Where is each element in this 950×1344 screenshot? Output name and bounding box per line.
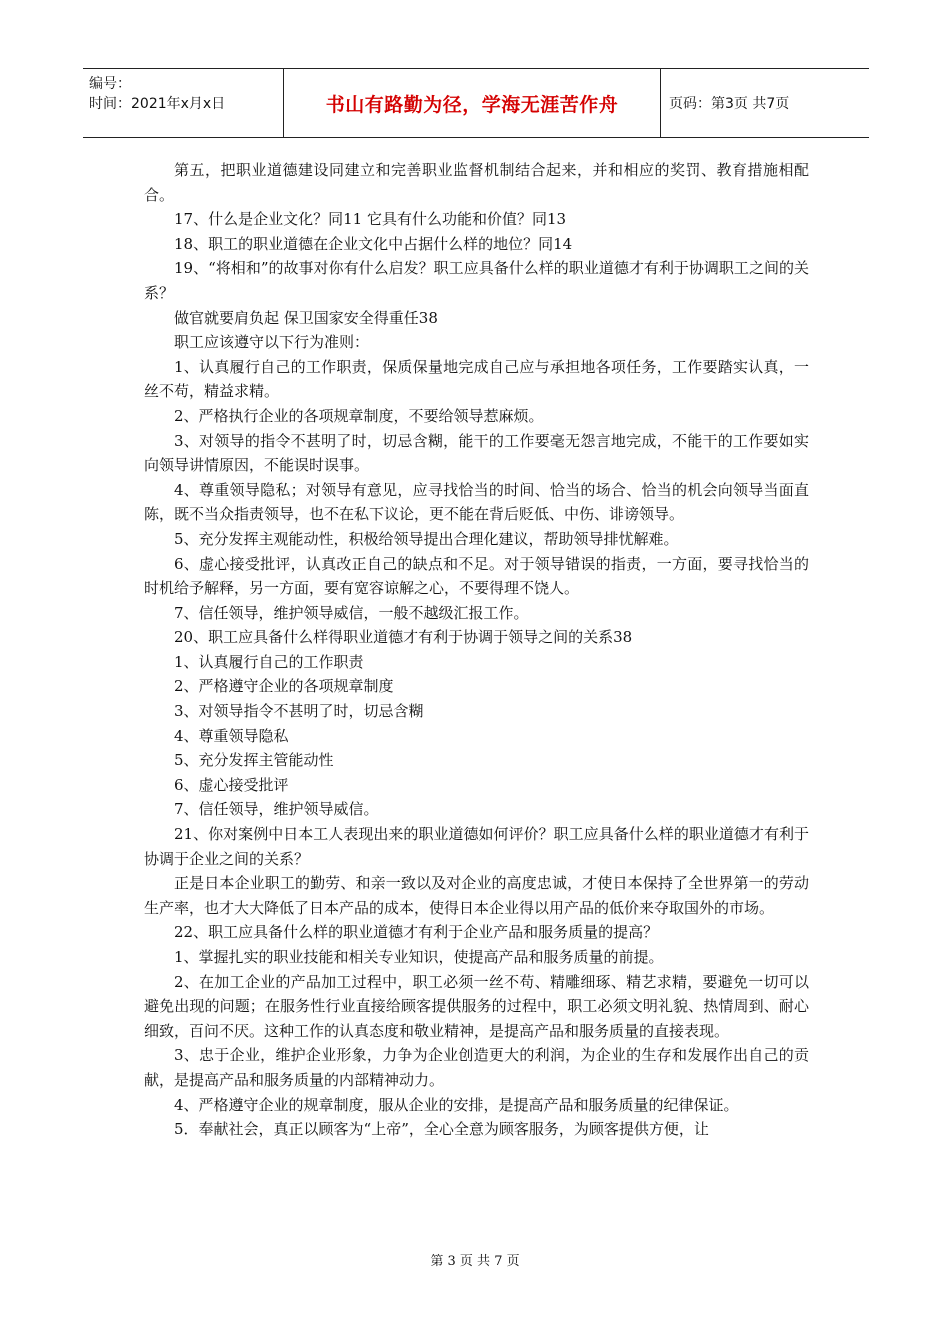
- paragraph: 18、职工的职业道德在企业文化中占据什么样的地位？同14: [174, 234, 573, 253]
- page-header: [83, 68, 869, 138]
- header-motto: 书山有路勤为径，学海无涯苦作舟: [325, 93, 619, 116]
- paragraph: 1、认真履行自己的工作职责，保质保量地完成自己应与承担地各项任务，工作要踏实认真，一丝不苟，精益求精。: [144, 357, 809, 401]
- paragraph: 4、严格遵守企业的规章制度，服从企业的安排，是提高产品和服务质量的纪律保证。: [174, 1095, 739, 1114]
- doc-number-label: 编号：: [89, 76, 131, 92]
- header-meta: [83, 69, 283, 137]
- paragraph: 4、尊重领导隐私；对领导有意见，应寻找恰当的时间、恰当的场合、恰当的机会向领导当面直陈，既不当众指责领导，也不在私下议论，更不能在背后贬低、中伤、诽谤领导。: [144, 480, 809, 524]
- paragraph: 20、职工应具备什么样得职业道德才有利于协调于领导之间的关系38: [174, 628, 633, 647]
- paragraph: 5．奉献社会，真正以顾客为“上帝”，全心全意为顾客服务，为顾客提供方便，让: [174, 1120, 709, 1139]
- paragraph: 2、在加工企业的产品加工过程中，职工必须一丝不苟、精雕细琢、精艺求精，要避免一切可以避免出现的问题；在服务性行业直接给顾客提供服务的过程中，职工必须文明礼貌、热情周到、耐心细致，百问不厌。这种工作的认真态度和敬业精神，是提高产品和服务质量的直接表现。: [144, 972, 809, 1040]
- paragraph: 2、严格遵守企业的各项规章制度: [174, 677, 394, 696]
- paragraph: 3、忠于企业，维护企业形象，力争为企业创造更大的利润，为企业的生存和发展作出自己的贡献，是提高产品和服务质量的内部精神动力。: [144, 1046, 809, 1089]
- header-motto-cell: [283, 69, 661, 137]
- paragraph: 3、对领导指令不甚明了时，切忌含糊: [174, 702, 424, 721]
- paragraph: 第五，把职业道德建设同建立和完善职业监督机制结合起来，并和相应的奖罚、教育措施相配合。: [144, 161, 809, 204]
- paragraph: 2、严格执行企业的各项规章制度，不要给领导惹麻烦。: [174, 406, 544, 425]
- header-page-cell: [661, 69, 869, 137]
- paragraph: 7、信任领导，维护领导威信。: [174, 800, 379, 819]
- page-footer: 第 3 页 共 7 页: [430, 1254, 520, 1269]
- paragraph: 6、虚心接受批评，认真改正自己的缺点和不足。对于领导错误的指责，一方面，要寻找恰当的时机给予解释，另一方面，要有宽容谅解之心，不要得理不饶人。: [144, 554, 809, 598]
- paragraph: 1、掌握扎实的职业技能和相关专业知识，使提高产品和服务质量的前提。: [174, 948, 664, 966]
- paragraph: 21、你对案例中日本工人表现出来的职业道德如何评价？职工应具备什么样的职业道德才有利于协调于企业之间的关系？: [144, 825, 809, 868]
- paragraph: 职工应该遵守以下行为准则：: [174, 333, 370, 352]
- paragraph: 22、职工应具备什么样的职业道德才有利于企业产品和服务质量的提高？: [174, 923, 659, 942]
- paragraph: 19、“将相和”的故事对你有什么启发？职工应具备什么样的职业道德才有利于协调职工之间的关系？: [144, 259, 809, 302]
- paragraph: 做官就要肩负起 保卫国家安全得重任38: [174, 308, 438, 327]
- paragraph: 17、什么是企业文化？同11 它具有什么功能和价值？同13: [174, 210, 567, 229]
- paragraph: 5、充分发挥主管能动性: [174, 751, 334, 770]
- document-body: [144, 158, 809, 1142]
- doc-time-label: 时间：2021年x月x日: [89, 96, 226, 112]
- paragraph: 7、信任领导，维护领导威信，一般不越级汇报工作。: [174, 603, 529, 622]
- paragraph: 1、认真履行自己的工作职责: [174, 652, 364, 671]
- paragraph: 6、虚心接受批评: [174, 775, 289, 794]
- paragraph: 5、充分发挥主观能动性，积极给领导提出合理化建议，帮助领导排忧解难。: [174, 529, 679, 548]
- header-page-label: 页码：第3页 共7页: [669, 96, 790, 112]
- paragraph: 4、尊重领导隐私: [174, 726, 289, 745]
- paragraph: 3、对领导的指令不甚明了时，切忌含糊，能干的工作要毫无怨言地完成，不能干的工作要如实向领导讲情原因，不能误时误事。: [144, 431, 809, 475]
- paragraph: 正是日本企业职工的勤劳、和亲一致以及对企业的高度忠诚，才使日本保持了全世界第一的劳动生产率，也才大大降低了日本产品的成本，使得日本企业得以用产品的低价来夺取国外的市场。: [144, 874, 809, 917]
